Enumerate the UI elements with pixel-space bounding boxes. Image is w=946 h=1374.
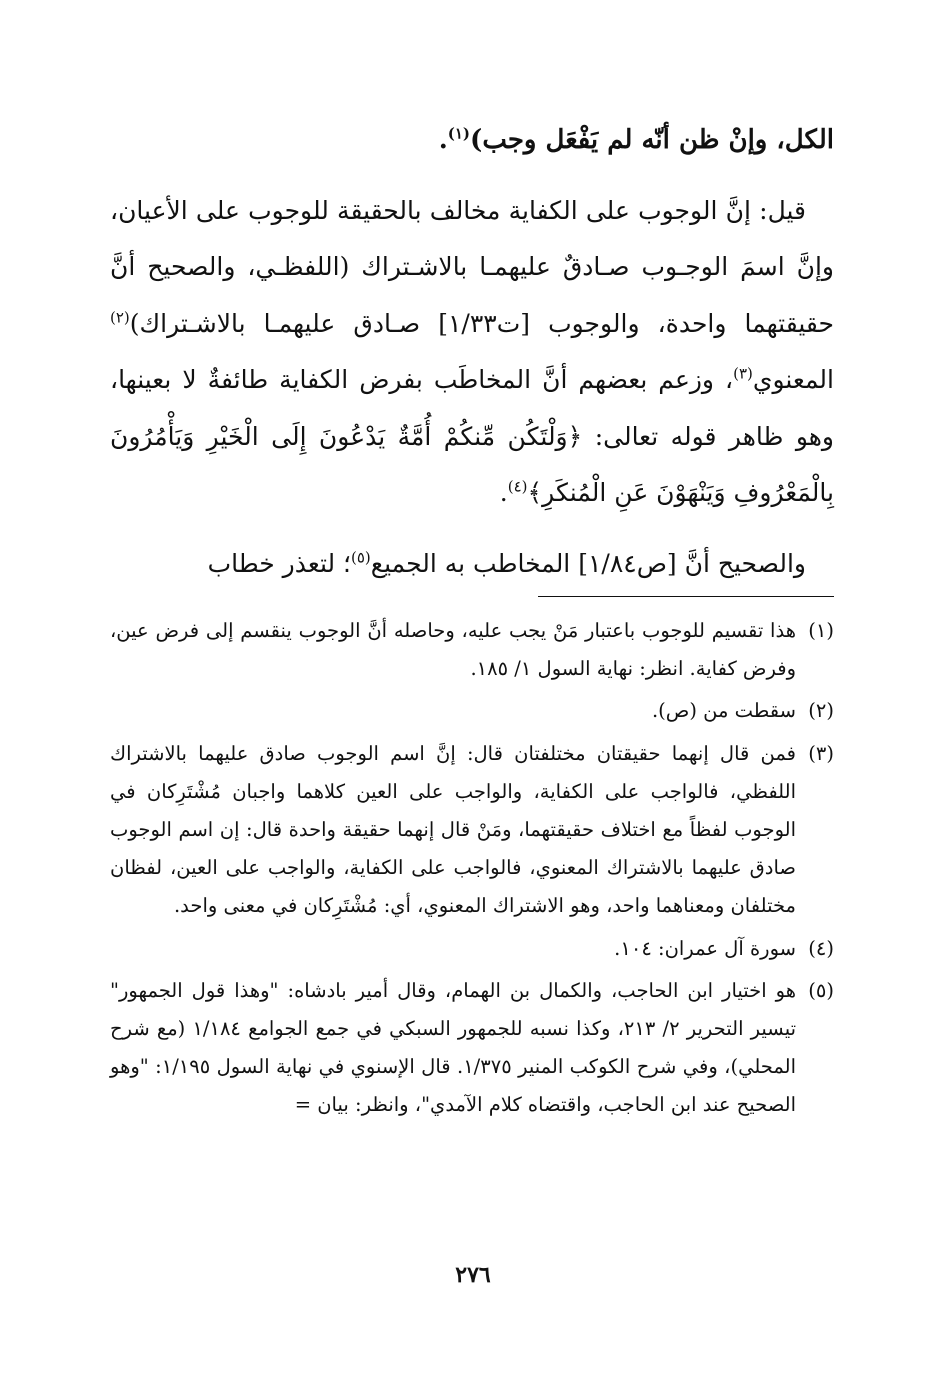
footnote-divider	[538, 596, 834, 597]
footnotes	[110, 612, 834, 1129]
main-text	[110, 112, 834, 592]
paragraph-1	[110, 112, 834, 169]
footnote-item	[110, 692, 834, 730]
paragraph-2-part-3: ، وزعم بعضهم أنَّ المخاطَب بفرض الكفاية طائفةٌ لا بعينها، وهو ظاهر قوله تعالى: ﴿وَلْتَكُن مِّنكُمْ أُمَّةٌ يَدْعُونَ إِلَى الْخَيْرِ وَيَأْمُرُونَ بِالْمَعْرُوفِ وَيَنْهَوْنَ عَنِ الْمُنكَرِ﴾	[110, 365, 834, 507]
paragraph-2-part-1: قيل: إنَّ الوجوب على الكفاية مخالف بالحقيقة للوجوب على الأعيان، وإنَّ اسمَ الوجـوب صـادقٌ عليهمـا بالاشـتراك (اللفظـي، والصحيح أنَّ حقيقتهما واحدة، والوجوب [ت١/٣٣] صـادق عليهمـا بالاشـتراك)	[110, 195, 834, 338]
footnote-number: (١)	[808, 619, 834, 642]
footnote-item	[110, 930, 834, 968]
page-number: ٢٧٦	[455, 1262, 491, 1288]
footnote-text: هذا تقسيم للوجوب باعتبار مَنْ يجب عليه، وحاصله أنَّ الوجوب ينقسم إلى فرض عين، وفرض كفاية. انظر: نهاية السول ١/ ١٨٥.	[110, 619, 796, 681]
paragraph-3	[110, 536, 834, 593]
paragraph-2	[110, 183, 834, 522]
footnote-text: سورة آل عمران: ١٠٤.	[614, 936, 796, 960]
footnote-ref-2: (٢)	[110, 308, 130, 327]
paragraph-3-part-2: ؛ لتعذر خطاب	[207, 548, 351, 578]
footnote-number: (٣)	[808, 741, 834, 765]
paragraph-3-part-1: والصحيح أنَّ [ص١/٨٤] المخاطب به الجميع	[370, 548, 806, 578]
footnote-text: هو اختيار ابن الحاجب، والكمال بن الهمام، وقال أمير بادشاه: "وهذا قول الجمهور" تيسير التحرير ٢/ ٢١٣، وكذا نسبه للجمهور السبكي في جمع الجوامع ١/١٨٤ (مع شرح المحلي)، وفي شرح الكوكب المنير ١/٣٧٥. قال الإسنوي في نهاية السول ١/١٩٥: "وهو الصحيح عند ابن الحاجب، واقتضاه كلام الآمدي"، وانظر: بيان =	[110, 978, 797, 1117]
footnote-item	[110, 735, 834, 926]
footnote-number: (٥)	[808, 978, 834, 1002]
footnote-ref-4: (٤)	[507, 477, 528, 496]
footnote-number: (٤)	[808, 936, 834, 960]
footnote-item	[110, 972, 834, 1125]
footnote-number: (٢)	[808, 699, 834, 723]
footnote-text: سقطت من (ص).	[651, 699, 796, 723]
footnote-item	[110, 612, 834, 688]
paragraph-2-part-2: المعنوي	[752, 365, 834, 394]
paragraph-2-end: .	[499, 478, 508, 507]
footnote-text: فمن قال إنهما حقيقتان مختلفتان قال: إنَّ اسم الوجوب صادق عليهما بالاشتراك اللفظي، فالواجب على الكفاية، والواجب على العين كلاهما واجبان مُشْتَرِكان في الوجوب لفظاً مع اختلاف حقيقتهما، ومَنْ قال إنهما حقيقة واحدة قال: إن اسم الوجوب صادق عليهما بالاشتراك المعنوي، فالواجب على الكفاية، والواجب على العين، لفظان مختلفان ومعناهما واحد، وهو الاشتراك المعنوي، أي: مُشْتَرِكان في معنى واحد.	[110, 741, 796, 918]
paragraph-1-end: .	[438, 125, 448, 155]
footnote-ref-1: (١)	[447, 124, 471, 143]
footnote-ref-5: (٥)	[351, 548, 371, 567]
footnote-ref-3: (٣)	[733, 364, 753, 383]
paragraph-1-text: الكل، وإنْ ظن أنّه لم يَفْعَل وجب)	[470, 125, 834, 155]
